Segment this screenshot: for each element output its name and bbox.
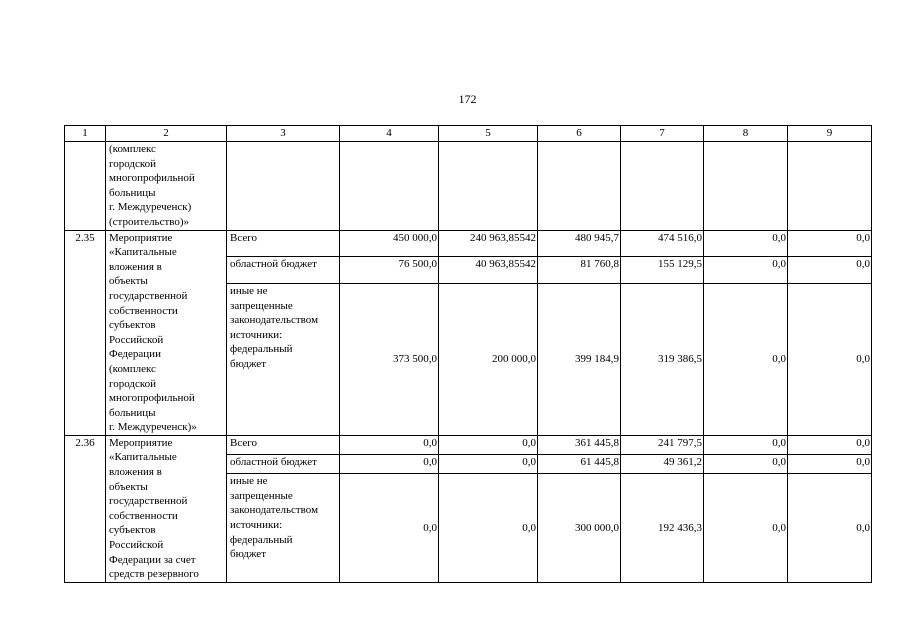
value-cell xyxy=(704,142,788,231)
column-header: 6 xyxy=(538,126,621,142)
funding-source-cell-line: иные не xyxy=(230,285,268,298)
measure-name-cell-line: средств резервного xyxy=(109,568,199,581)
value-cell: 0,0 xyxy=(704,230,788,257)
value-cell: 61 445,8 xyxy=(538,455,621,474)
table-row xyxy=(65,435,872,454)
measure-name-cell-line: вложения в xyxy=(109,466,162,479)
value-cell: 192 436,3 xyxy=(621,474,704,583)
measure-name-cell-line: многопрофильной xyxy=(109,172,195,185)
value-cell: 0,0 xyxy=(704,284,788,436)
value-cell: 0,0 xyxy=(788,435,872,454)
value-cell: 81 760,8 xyxy=(538,257,621,284)
value-cell: 240 963,85542 xyxy=(439,230,538,257)
value-cell xyxy=(621,142,704,231)
measure-name-cell-line: собственности xyxy=(109,304,178,317)
column-header: 3 xyxy=(227,126,340,142)
value-cell: 0,0 xyxy=(340,435,439,454)
measure-name-cell-line: многопрофильной xyxy=(109,392,195,405)
value-cell: 0,0 xyxy=(704,257,788,284)
measure-name-cell-line: (комплекс xyxy=(109,143,156,155)
value-cell: 0,0 xyxy=(788,474,872,583)
value-cell: 155 129,5 xyxy=(621,257,704,284)
value-cell: 361 445,8 xyxy=(538,435,621,454)
column-header: 1 xyxy=(65,126,106,142)
value-cell: 76 500,0 xyxy=(340,257,439,284)
funding-source-cell-line: Всего xyxy=(230,436,257,449)
value-cell: 300 000,0 xyxy=(538,474,621,583)
funding-source-cell xyxy=(227,474,340,583)
funding-source-cell-line: запрещенные xyxy=(230,299,293,312)
page-number: 172 xyxy=(458,92,477,106)
header-row xyxy=(65,126,872,142)
funding-source-cell xyxy=(227,230,340,257)
value-cell: 200 000,0 xyxy=(439,284,538,436)
measure-name-cell xyxy=(106,142,227,231)
funding-source-cell-line: областной бюджет xyxy=(230,258,317,271)
measure-name-cell-line: больницы xyxy=(109,406,156,419)
measure-name-cell-line: собственности xyxy=(109,509,178,522)
value-cell xyxy=(439,142,538,231)
measure-name-cell-line: Мероприятие xyxy=(109,231,173,244)
measure-name-cell-line: субъектов xyxy=(109,319,156,332)
value-cell: 40 963,85542 xyxy=(439,257,538,284)
measure-name-cell-line: Федерации xyxy=(109,348,161,361)
measure-name-cell-line: «Капитальные xyxy=(109,246,177,259)
value-cell: 49 361,2 xyxy=(621,455,704,474)
funding-source-cell-line: иные не xyxy=(230,475,268,488)
table-row xyxy=(65,230,872,257)
funding-source-cell xyxy=(227,435,340,454)
value-cell xyxy=(227,142,340,231)
funding-source-cell-line: федеральный xyxy=(230,343,293,356)
funding-source-cell-line: областной бюджет xyxy=(230,456,317,468)
measure-name-cell xyxy=(106,435,227,582)
measure-name-cell xyxy=(106,230,227,435)
funding-source-cell-line: федеральный xyxy=(230,533,293,546)
value-cell: 0,0 xyxy=(788,455,872,474)
value-cell: 0,0 xyxy=(704,455,788,474)
value-cell: 0,0 xyxy=(439,474,538,583)
value-cell: 241 797,5 xyxy=(621,435,704,454)
index-cell xyxy=(65,142,106,231)
value-cell: 0,0 xyxy=(788,284,872,436)
table-body xyxy=(65,142,872,583)
measure-name-cell-line: Российской xyxy=(109,333,164,346)
funding-source-cell-line: Всего xyxy=(230,231,257,244)
budget-table xyxy=(64,125,872,583)
funding-source-cell xyxy=(227,284,340,436)
measure-name-cell-line: г. Междуреченск) xyxy=(109,201,192,214)
value-cell: 399 184,9 xyxy=(538,284,621,436)
value-cell: 0,0 xyxy=(340,474,439,583)
funding-source-cell-line: законодательством xyxy=(230,314,319,327)
measure-name-cell-line: государственной xyxy=(109,289,188,302)
measure-name-cell-line: объекты xyxy=(109,275,148,288)
value-cell: 0,0 xyxy=(788,257,872,284)
value-cell: 474 516,0 xyxy=(621,230,704,257)
measure-name-cell-line: больницы xyxy=(109,186,156,199)
value-cell: 480 945,7 xyxy=(538,230,621,257)
measure-name-cell-line: субъектов xyxy=(109,524,156,537)
funding-source-cell-line: законодательством xyxy=(230,504,319,517)
funding-source-cell-line: источники: xyxy=(230,328,283,341)
funding-source-cell-line: бюджет xyxy=(230,548,266,561)
measure-name-cell-line: государственной xyxy=(109,495,188,508)
measure-name-cell-line: г. Междуреченск)» xyxy=(109,421,197,434)
funding-source-cell xyxy=(227,257,340,284)
measure-name-cell-line: (комплекс xyxy=(109,362,156,375)
funding-source-cell-line: источники: xyxy=(230,518,283,531)
value-cell: 0,0 xyxy=(340,455,439,474)
value-cell: 0,0 xyxy=(439,435,538,454)
table-row xyxy=(65,142,872,231)
funding-source-cell-line: бюджет xyxy=(230,358,266,370)
value-cell: 450 000,0 xyxy=(340,230,439,257)
funding-source-cell-line: запрещенные xyxy=(230,489,293,502)
measure-name-cell-line: «Капитальные xyxy=(109,451,177,464)
value-cell xyxy=(538,142,621,231)
measure-name-cell-line: объекты xyxy=(109,480,148,493)
value-cell: 319 386,5 xyxy=(621,284,704,436)
column-header: 8 xyxy=(704,126,788,142)
value-cell: 373 500,0 xyxy=(340,284,439,436)
measure-index-cell: 2.36 xyxy=(65,435,106,582)
funding-source-cell xyxy=(227,455,340,474)
column-header: 7 xyxy=(621,126,704,142)
value-cell xyxy=(788,142,872,231)
measure-index-cell: 2.35 xyxy=(65,230,106,435)
measure-name-cell-line: городской xyxy=(109,377,157,390)
value-cell: 0,0 xyxy=(788,230,872,257)
column-header: 5 xyxy=(439,126,538,142)
value-cell: 0,0 xyxy=(704,435,788,454)
measure-name-cell-line: Российской xyxy=(109,539,164,552)
value-cell: 0,0 xyxy=(439,455,538,474)
column-header: 4 xyxy=(340,126,439,142)
measure-name-cell-line: вложения в xyxy=(109,260,162,273)
column-header: 2 xyxy=(106,126,227,142)
measure-name-cell-line: Федерации за счет xyxy=(109,553,196,566)
measure-name-cell-line: городской xyxy=(109,157,157,170)
value-cell xyxy=(340,142,439,231)
measure-name-cell-line: (строительство)» xyxy=(109,215,190,228)
measure-name-cell-line: Мероприятие xyxy=(109,436,173,449)
column-header: 9 xyxy=(788,126,872,142)
value-cell: 0,0 xyxy=(704,474,788,583)
